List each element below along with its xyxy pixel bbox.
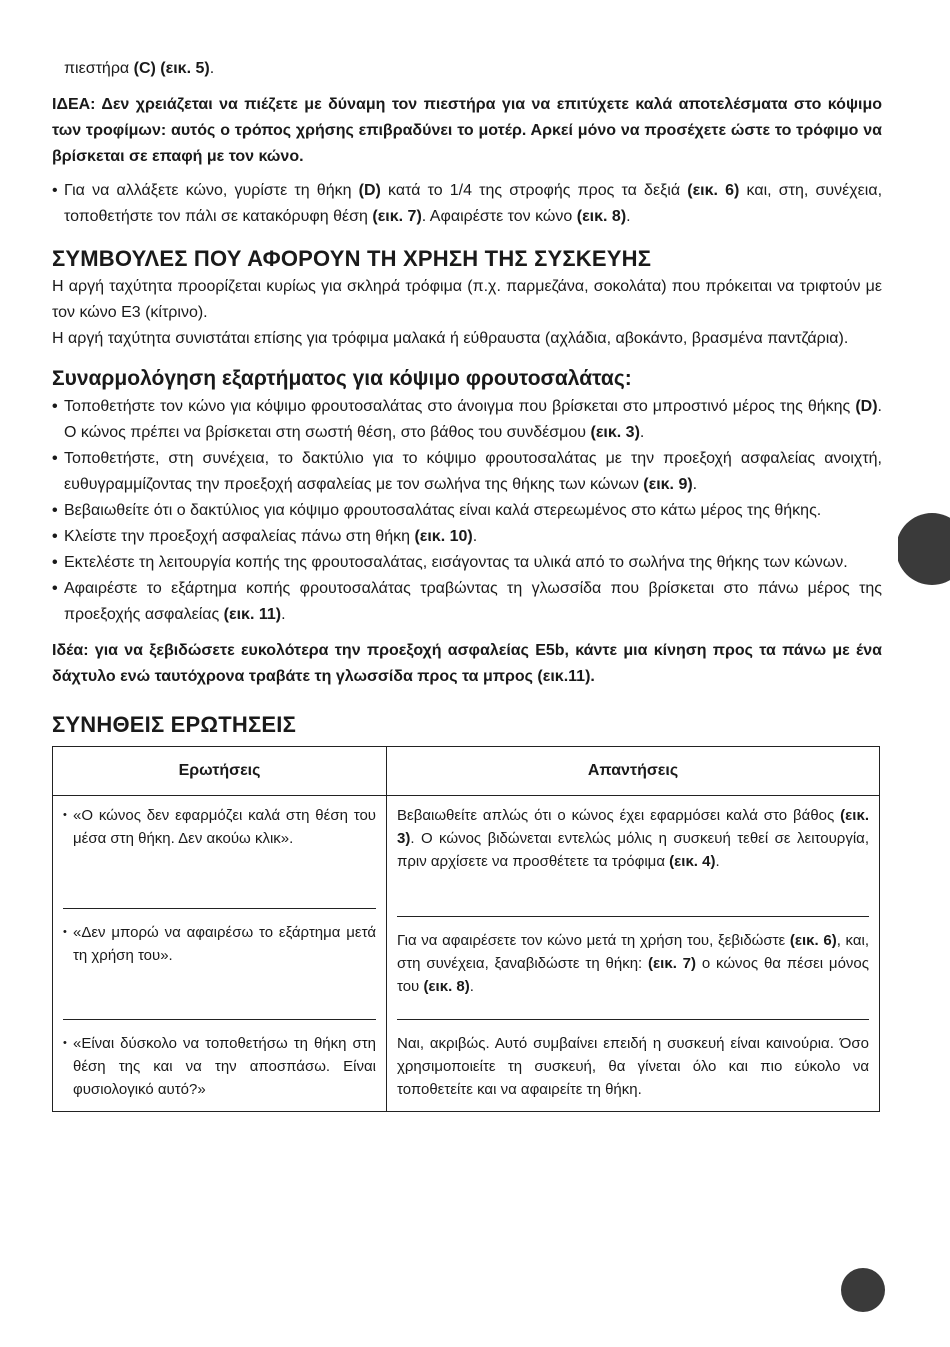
assembly-step: [52, 446, 882, 498]
bold-ref: (εικ. 8): [423, 978, 470, 995]
text-segment: κατά το 1/4 της στροφής προς τα δεξιά: [380, 182, 688, 199]
advice-heading: ΣΥΜΒΟΥΛΕΣ ΠΟΥ ΑΦΟΡΟΥΝ ΤΗ ΧΡΗΣΗ ΤΗΣ ΣΥΣΚΕΥΗΣ: [52, 246, 652, 271]
faq-table: [52, 746, 880, 1112]
bold-ref: (εικ. 8): [576, 208, 627, 225]
text-segment: .: [639, 424, 645, 441]
faq-heading: ΣΥΝΗΘΕΙΣ ΕΡΩΤΗΣΕΙΣ: [52, 712, 296, 737]
assembly-step: [52, 394, 882, 446]
answers-cell: [387, 796, 880, 1112]
advice-paragraph-2: Η αργή ταχύτητα συνιστάται επίσης για τρόφιμα μαλακά ή εύθραυστα (αχλάδια, αβοκάντο, βρασμένα παντζάρια).: [52, 330, 849, 347]
faq-body-row: [53, 796, 880, 1112]
intro-line: [52, 56, 882, 82]
bold-ref: (εικ. 9): [643, 476, 693, 493]
advice-paragraph-1: Η αργή ταχύτητα προορίζεται κυρίως για σκληρά τρόφιμα (π.χ. παρμεζάνα, σοκολάτα) που πρόκειται να τριφτούν με τον κώνο E3 (κίτρινο).: [52, 278, 882, 321]
text-segment: .: [626, 208, 631, 225]
intro-figref: (C) (εικ. 5): [133, 60, 210, 77]
bold-ref: (εικ. 6): [789, 932, 837, 949]
questions-cell: [53, 796, 387, 1112]
answer-1: [397, 804, 869, 873]
questions-column-header: Ερωτήσεις: [53, 747, 387, 796]
question-1: • «Ο κώνος δεν εφαρμόζει καλά στη θέση του μέσα στη θήκη. Δεν ακούω κλικ».: [63, 804, 376, 850]
text-segment: .: [692, 476, 698, 493]
bold-ref: (εικ. 3): [590, 424, 640, 441]
bold-ref: (εικ. 10): [414, 528, 473, 545]
answer-2: [397, 929, 869, 998]
text-segment: , και, στη συνέχεια, ξαναβιδώστε τη θήκη:: [397, 932, 869, 972]
intro-text: πιεστήρα: [64, 60, 134, 77]
bold-ref: (εικ. 6): [687, 182, 740, 199]
bold-ref: (εικ. 7): [648, 955, 697, 972]
assembly-step: [52, 498, 882, 524]
text-segment: Τοποθετήστε τον κώνο για κόψιμο φρουτοσαλάτας στο άνοιγμα που βρίσκεται στο μπροστινό μέρος της θήκης: [64, 398, 856, 415]
bold-ref: (εικ. 4): [669, 853, 716, 870]
question-3: • «Είναι δύσκολο να τοποθετήσω τη θήκη στη θέση της και να την αποσπάσω. Είναι φυσιολογικό αυτό?»: [63, 1032, 376, 1101]
bold-ref: (εικ. 3): [397, 807, 869, 847]
text-segment: . Αφαιρέστε τον κώνο: [421, 208, 577, 225]
assembly-steps: [52, 394, 882, 628]
tab-marker-edge: [896, 513, 898, 585]
assembly-heading: Συναρμολόγηση εξαρτήματος για κόψιμο φρουτοσαλάτας:: [52, 367, 632, 390]
tip-safety-tab: Ιδέα: για να ξεβιδώσετε ευκολότερα την προεξοχή ασφαλείας E5b, κάντε μια κίνηση προς τα πάνω με ένα δάχτυλο ενώ ταυτόχρονα τραβάτε τη γλωσσίδα προς τα μπρος (εικ.11).: [52, 642, 882, 685]
text-segment: . Ο κώνος βιδώνεται εντελώς μόλις η συσκευή τεθεί σε λειτουργία, πριν αρχίσετε να προσθέτετε τα τρόφιμα: [397, 830, 869, 870]
cone-change-item: [52, 178, 882, 230]
text-segment: ο κώνος θα πέσει μόνος του: [397, 955, 869, 995]
text-segment: και, στη, συνέχεια, τοποθετήστε τον πάλι σε κατακόρυφη θέση: [64, 182, 883, 225]
assembly-step: [52, 576, 882, 628]
answer-3: Ναι, ακριβώς. Αυτό συμβαίνει επειδή η συσκευή είναι καινούρια. Όσο χρησιμοποιείτε τη συσκευή, θα γίνεται όλο και πιο εύκολο να τοποθετείτε και να αφαιρείτε τη θήκη.: [397, 1035, 869, 1098]
text-segment: Αφαιρέστε το εξάρτημα κοπής φρουτοσαλάτας τραβώντας τη γλωσσίδα που βρίσκεται στο πάνω μέρος της προεξοχής ασφαλείας: [64, 580, 882, 623]
text-segment: .: [281, 606, 286, 623]
text-segment: . Ο κώνος πρέπει να βρίσκεται στη σωστή θέση, στο βάθος του συνδέσμου: [64, 398, 882, 441]
intro-end: .: [209, 60, 215, 77]
tip-pressure: ΙΔΕΑ: Δεν χρειάζεται να πιέζετε με δύναμη τον πιεστήρα για να επιτύχετε καλά αποτελέσματα στο κόψιμο των τροφίμων: αυτός ο τρόπος χρήσης επιβραδύνει το μοτέρ. Αρκεί μόνο να προσέχετε ώστε το τρόφιμο να βρίσκεται σε επαφή με τον κώνο.: [52, 96, 882, 165]
bold-ref: (εικ. 7): [372, 208, 422, 225]
answers-column-header: Απαντήσεις: [387, 747, 880, 796]
text-segment: Για να αφαιρέσετε τον κώνο μετά τη χρήση του, ξεβιδώστε: [397, 932, 790, 949]
text-segment: Βεβαιωθείτε ότι ο δακτύλιος για κόψιμο φρουτοσαλάτας είναι καλά στερεωμένος στο κάτω μέρος της θήκης.: [64, 502, 822, 519]
page-number-marker: [841, 1268, 885, 1312]
text-segment: .: [469, 978, 474, 995]
document-page: [52, 56, 882, 1112]
cone-change-list: [52, 178, 882, 230]
language-tab-marker: [896, 513, 950, 585]
bold-ref: (D): [358, 182, 381, 199]
question-2: • «Δεν μπορώ να αφαιρέσω το εξάρτημα μετά τη χρήση του».: [63, 921, 376, 967]
faq-header-row: [53, 747, 880, 796]
assembly-step: [52, 550, 882, 576]
text-segment: Κλείστε την προεξοχή ασφαλείας πάνω στη θήκη: [64, 528, 415, 545]
text-segment: Εκτελέστε τη λειτουργία κοπής της φρουτοσαλάτας, εισάγοντας τα υλικά από το σωλήνα της θήκης των κώνων.: [64, 554, 848, 571]
text-segment: Για να αλλάξετε κώνο, γυρίστε τη θήκη: [64, 182, 359, 199]
bold-ref: (εικ. 11): [223, 606, 282, 623]
bold-ref: (D): [855, 398, 878, 415]
text-segment: Τοποθετήστε, στη συνέχεια, το δακτύλιο για το κόψιμο φρουτοσαλάτας με την προεξοχή ασφαλείας ανοιχτή, ευθυγραμμίζοντας την προεξοχή ασφαλείας με τον σωλήνα της θήκης των κώνων: [64, 450, 882, 493]
text-segment: Βεβαιωθείτε απλώς ότι ο κώνος έχει εφαρμόσει καλά στο βάθος: [397, 807, 841, 824]
text-segment: .: [715, 853, 720, 870]
text-segment: .: [472, 528, 478, 545]
assembly-step: [52, 524, 882, 550]
